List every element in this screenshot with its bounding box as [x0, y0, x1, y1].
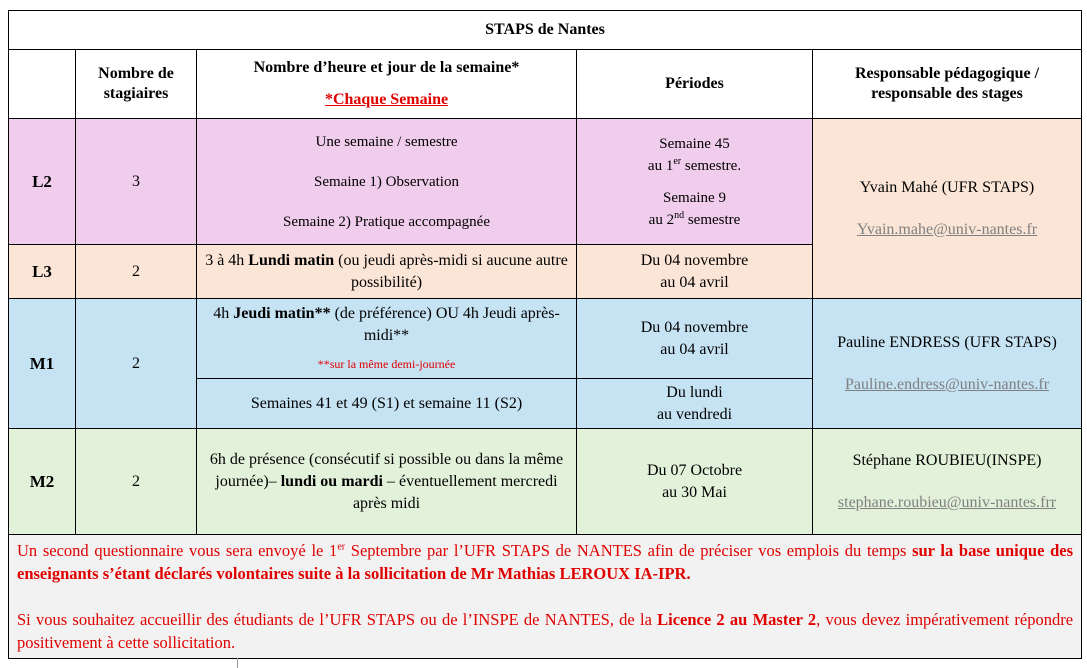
cursor-line — [237, 658, 238, 668]
footer-p2-bold: Licence 2 au Master 2 — [657, 610, 817, 629]
period-m1-b: au 04 avril — [660, 340, 729, 358]
footer-paragraph-2 — [17, 608, 1073, 654]
hours-m1-post: (de préférence) OU 4h Jeudi après-midi** — [330, 304, 560, 344]
period-l3-a: Du 04 novembre — [640, 251, 749, 269]
table-title: STAPS de Nantes — [9, 11, 1082, 50]
header-stagiaires: Nombre de stagiaires — [76, 50, 197, 119]
header-heures — [197, 50, 577, 119]
hours-l3-post: (ou jeudi après-midi si aucune autre possibilité) — [334, 251, 568, 291]
period-l3-b: au 04 avril — [660, 273, 729, 291]
resp-l2-l3 — [813, 119, 1082, 299]
hours-l2-line2: Semaine 1) Observation — [314, 173, 459, 190]
resp-m2-email[interactable]: stephane.roubieu@univ-nantes.frr — [837, 493, 1057, 511]
footer-p1-mid: Septembre par l’UFR STAPS de NANTES afin de préciser vos emplois du temps — [345, 541, 913, 560]
hours-l2-line3: Semaine 2) Pratique accompagnée — [283, 213, 490, 230]
period-m1-alt-a: Du lundi — [666, 383, 723, 401]
staps-table — [8, 10, 1082, 659]
footer-notice — [9, 535, 1082, 659]
header-level — [9, 50, 76, 119]
count-l2: 3 — [76, 119, 197, 245]
period-l2-c: Semaine 9 — [663, 189, 726, 206]
level-m1: M1 — [9, 299, 76, 429]
period-l2-d-post: semestre — [684, 211, 741, 228]
hours-m1-note: **sur la même demi-journée — [317, 356, 456, 371]
header-responsable: Responsable pédagogique / responsable des stages — [813, 50, 1082, 119]
hours-m2-post: – éventuellement mercredi après midi — [352, 472, 558, 512]
hours-m2-bold: lundi ou mardi — [280, 472, 383, 490]
resp-l2-name: Yvain Mahé (UFR STAPS) — [859, 178, 1035, 196]
count-m1: 2 — [76, 299, 197, 429]
period-m1-a: Du 04 novembre — [640, 318, 749, 336]
period-m2-a: Du 07 Octobre — [646, 461, 743, 479]
hours-m2-pre: 6h de présence (consécutif si possible ou dans la même journée)– — [209, 450, 564, 490]
hours-l2 — [197, 119, 577, 245]
period-l2-b-sup: er — [673, 155, 682, 167]
level-l3: L3 — [9, 245, 76, 299]
resp-m1-email[interactable]: Pauline.endress@univ-nantes.fr — [845, 375, 1050, 393]
header-heures-label: Nombre d’heure et jour de la semaine* — [253, 59, 520, 76]
count-m2: 2 — [76, 429, 197, 535]
footer-p1-pre: Un second questionnaire vous sera envoyé le 1 — [17, 541, 338, 560]
hours-l3 — [197, 245, 577, 299]
footer-p2-post: , vous devez impérativement répondre positivement à cette sollicitation. — [17, 610, 1074, 652]
hours-m1-bold: Jeudi matin** — [233, 304, 331, 322]
footer-p1-bold: sur la base unique des enseignants s’étant déclarés volontaires suite à la sollicitation de Mr Mathias LEROUX IA-IPR. — [17, 541, 1074, 583]
count-l3: 2 — [76, 245, 197, 299]
level-m2: M2 — [9, 429, 76, 535]
hours-m1-b: Semaines 41 et 49 (S1) et semaine 11 (S2) — [197, 379, 577, 429]
footer-paragraph-1 — [17, 539, 1073, 585]
hours-m2 — [197, 429, 577, 535]
hours-l2-line1: Une semaine / semestre — [315, 133, 458, 150]
period-m1-alt-b: au vendredi — [656, 405, 733, 423]
period-l2-d-sup: nd — [674, 209, 685, 221]
period-m1-alt — [577, 379, 813, 429]
header-heures-note: *Chaque Semaine — [324, 91, 449, 108]
footer-p1-sup: er — [337, 541, 346, 553]
period-l2-a: Semaine 45 — [659, 135, 730, 152]
resp-m1 — [813, 299, 1082, 429]
hours-l3-pre: 3 à 4h — [205, 251, 249, 269]
period-l2 — [577, 119, 813, 245]
hours-m1-pre: 4h — [213, 304, 234, 322]
period-m2 — [577, 429, 813, 535]
period-m2-b: au 30 Mai — [662, 483, 727, 501]
level-l2: L2 — [9, 119, 76, 245]
hours-m1 — [197, 299, 577, 379]
resp-l2-email[interactable]: Yvain.mahe@univ-nantes.fr — [856, 220, 1038, 238]
period-l2-b-pre: au 1 — [647, 157, 674, 174]
resp-m2-name: Stéphane ROUBIEU(INSPE) — [852, 451, 1042, 469]
resp-m1-name: Pauline ENDRESS (UFR STAPS) — [837, 333, 1057, 351]
period-l2-b-post: semestre. — [681, 157, 742, 174]
hours-l3-bold: Lundi matin — [248, 251, 335, 269]
resp-m2 — [813, 429, 1082, 535]
header-periodes: Périodes — [577, 50, 813, 119]
period-l3 — [577, 245, 813, 299]
footer-p2-pre: Si vous souhaitez accueillir des étudiants de l’UFR STAPS ou de l’INSPE de NANTES, de la — [17, 610, 658, 629]
period-l2-d-pre: au 2 — [648, 211, 675, 228]
period-m1 — [577, 299, 813, 379]
